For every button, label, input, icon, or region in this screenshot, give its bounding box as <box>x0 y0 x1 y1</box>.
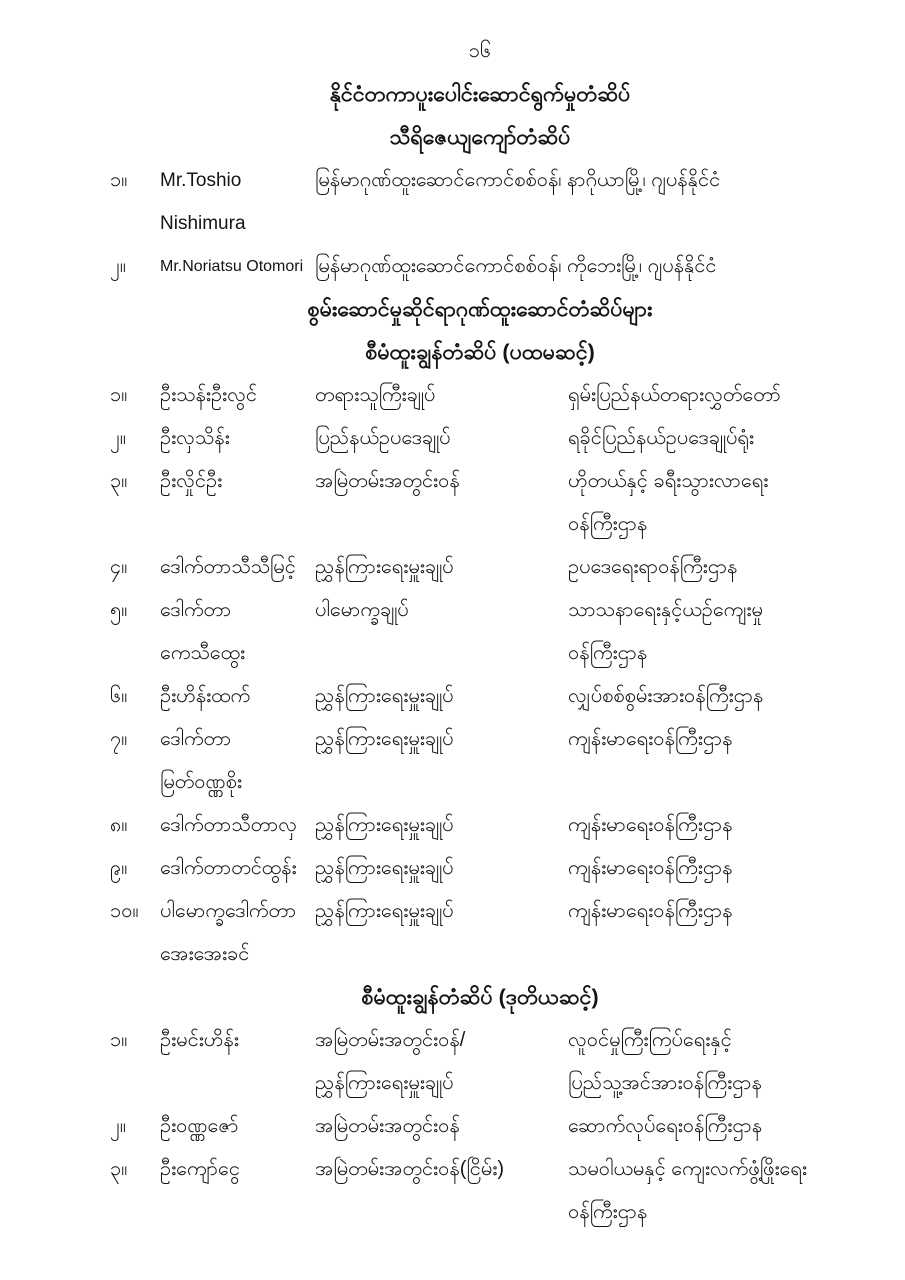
row-organization <box>568 847 850 890</box>
text-line: Nishimura <box>160 213 246 234</box>
text-line: ဒေါက်တာသီတာလှ <box>160 814 298 836</box>
text-line: အမြဲတမ်းအတွင်းဝန်/ <box>315 1029 466 1051</box>
text-line: ဦးလှိုင်ဦး <box>160 470 223 492</box>
row-name <box>160 1148 315 1234</box>
table-row <box>110 847 850 890</box>
text-line: ညွှန်ကြားရေးမှူးချုပ် <box>315 814 454 836</box>
text-line: ရှမ်းပြည်နယ်တရားလွှတ်တော် <box>568 384 781 406</box>
text-line: ညွှန်ကြားရေးမှူးချုပ် <box>315 900 454 922</box>
text-line: ဝန်ကြီးဌာန <box>568 642 648 664</box>
row-description <box>315 245 850 288</box>
row-number: ၃။ <box>110 1158 128 1180</box>
row-name <box>160 159 315 245</box>
row-number: ၇။ <box>110 728 128 750</box>
text-line: ဟိုတယ်နှင့် ခရီးသွားလာရေး <box>568 470 769 492</box>
text-line: Mr.Noriatsu Otomori <box>160 258 304 275</box>
row-position <box>315 589 568 675</box>
section-heading: စီမံထူးချွန်တံဆိပ် (ပထမဆင့်) <box>365 340 595 364</box>
row-organization <box>568 1148 850 1234</box>
table-row <box>110 1019 850 1105</box>
document-body <box>110 30 850 1234</box>
table-row <box>110 1148 850 1234</box>
table-row <box>110 1105 850 1148</box>
row-organization <box>568 718 850 804</box>
row-number: ၅။ <box>110 599 128 621</box>
text-line: တရားသူကြီးချုပ် <box>315 384 436 406</box>
text-line: ဒေါက်တာ <box>160 728 232 750</box>
text-line: ပြည်နယ်ဥပဒေချုပ် <box>315 427 451 449</box>
table-row <box>110 804 850 847</box>
text-line: ဦးလှသိန်း <box>160 427 230 449</box>
section-heading: စီမံထူးချွန်တံဆိပ် (ဒုတိယဆင့်) <box>361 985 599 1009</box>
row-number: ၂။ <box>110 255 126 277</box>
row-number: ၈။ <box>110 814 128 836</box>
text-line: ဒေါက်တာတင်ထွန်း <box>160 857 297 879</box>
table-row <box>110 417 850 460</box>
row-position <box>315 1019 568 1105</box>
text-line: မြန်မာဂုဏ်ထူးဆောင်ကောင်စစ်ဝန်၊ နာဂိုယာမြို့၊ ဂျပန်နိုင်ငံ <box>315 169 721 191</box>
row-organization <box>568 890 850 976</box>
row-number: ၂။ <box>110 427 126 449</box>
row-name <box>160 589 315 675</box>
row-number: ၂။ <box>110 1115 126 1137</box>
row-position <box>315 847 568 890</box>
text-line: ညွှန်ကြားရေးမှူးချုပ် <box>315 857 454 879</box>
text-line: လျှပ်စစ်စွမ်းအားဝန်ကြီးဌာန <box>568 685 764 707</box>
text-line: ညွှန်ကြားရေးမှူးချုပ် <box>315 728 454 750</box>
table-row <box>110 546 850 589</box>
table-row <box>110 374 850 417</box>
text-line: ဦးကျော်ငွေ <box>160 1158 240 1180</box>
row-number: ၁။ <box>110 384 128 406</box>
text-line: Mr.Toshio <box>160 170 242 191</box>
text-line: ညွှန်ကြားရေးမှူးချုပ် <box>315 685 454 707</box>
row-name <box>160 245 315 288</box>
row-name <box>160 718 315 804</box>
text-line: အမြဲတမ်းအတွင်းဝန်(ငြိမ်း) <box>315 1158 504 1180</box>
row-position <box>315 718 568 804</box>
row-number: ၃။ <box>110 470 128 492</box>
text-line: ကျန်းမာရေးဝန်ကြီးဌာန <box>568 857 733 879</box>
row-name <box>160 890 315 976</box>
text-line: အမြဲတမ်းအတွင်းဝန် <box>315 470 460 492</box>
row-name <box>160 804 315 847</box>
row-position <box>315 546 568 589</box>
row-name <box>160 675 315 718</box>
table-row <box>110 159 850 245</box>
row-number: ၁။ <box>110 169 128 191</box>
row-number: ၁၀။ <box>110 900 139 922</box>
text-line: ညွှန်ကြားရေးမှူးချုပ် <box>315 556 454 578</box>
row-name <box>160 1019 315 1105</box>
row-organization <box>568 589 850 675</box>
text-line: ကျန်းမာရေးဝန်ကြီးဌာန <box>568 900 733 922</box>
row-position <box>315 890 568 976</box>
text-line: ပါမောက္ခချုပ် <box>315 599 409 621</box>
row-organization <box>568 675 850 718</box>
text-line: ဝန်ကြီးဌာန <box>568 513 648 535</box>
row-organization <box>568 1105 850 1148</box>
row-position <box>315 1148 568 1234</box>
row-organization <box>568 460 850 546</box>
page-number: ၁၆ <box>468 40 492 62</box>
text-line: ဒေါက်တာ <box>160 599 232 621</box>
row-name <box>160 546 315 589</box>
row-number: ၁။ <box>110 1029 128 1051</box>
row-number: ၆။ <box>110 685 128 707</box>
row-name <box>160 460 315 546</box>
text-line: ဦးသန်းဦးလွင် <box>160 384 257 406</box>
text-line: ဦးဟိန်းထက် <box>160 685 251 707</box>
text-line: သမဝါယမနှင့် ကျေးလက်ဖွံ့ဖြိုးရေး <box>568 1158 807 1180</box>
text-line: မြန်မာဂုဏ်ထူးဆောင်ကောင်စစ်ဝန်၊ ကိုဘေးမြို့၊ ဂျပန်နိုင်ငံ <box>315 255 717 277</box>
text-line: ညွှန်ကြားရေးမှူးချုပ် <box>315 1072 454 1094</box>
row-number: ၉။ <box>110 857 128 879</box>
section-heading: သီရိဇေယျကျော်တံဆိပ် <box>389 125 571 149</box>
table-row <box>110 460 850 546</box>
text-line: လူဝင်မှုကြီးကြပ်ရေးနှင့် <box>568 1029 732 1051</box>
text-line: ဒေါက်တာသီသီမြင့် <box>160 556 296 578</box>
text-line: ကျန်းမာရေးဝန်ကြီးဌာန <box>568 814 733 836</box>
table-row <box>110 890 850 976</box>
text-line: အမြဲတမ်းအတွင်းဝန် <box>315 1115 460 1137</box>
text-line: ပါမောက္ခဒေါက်တာ <box>160 900 297 922</box>
text-line: သာသနာရေးနှင့်ယဉ်ကျေးမှု <box>568 599 763 621</box>
table-row <box>110 245 850 288</box>
row-organization <box>568 1019 850 1105</box>
row-number: ၄။ <box>110 556 128 578</box>
row-organization <box>568 546 850 589</box>
text-line: ဥပဒေရေးရာဝန်ကြီးဌာန <box>568 556 738 578</box>
text-line: ကေသီထွေး <box>160 642 246 664</box>
row-position <box>315 374 568 417</box>
row-organization <box>568 417 850 460</box>
text-line: ဦးမင်းဟိန်း <box>160 1029 239 1051</box>
text-line: ဆောက်လုပ်ရေးဝန်ကြီးဌာန <box>568 1115 763 1137</box>
text-line: အေးအေးခင် <box>160 943 250 965</box>
row-position <box>315 460 568 546</box>
table-row <box>110 589 850 675</box>
table-row <box>110 718 850 804</box>
row-name <box>160 374 315 417</box>
row-organization <box>568 374 850 417</box>
text-line: ပြည်သူ့အင်အားဝန်ကြီးဌာန <box>568 1072 762 1094</box>
text-line: ရခိုင်ပြည်နယ်ဥပဒေချုပ်ရုံး <box>568 427 754 449</box>
row-position <box>315 417 568 460</box>
row-name <box>160 1105 315 1148</box>
row-name <box>160 417 315 460</box>
row-position <box>315 1105 568 1148</box>
table-row <box>110 675 850 718</box>
row-position <box>315 675 568 718</box>
section-heading: စွမ်းဆောင်မှုဆိုင်ရာဂုဏ်ထူးဆောင်တံဆိပ်များ <box>307 297 653 321</box>
text-line: ကျန်းမာရေးဝန်ကြီးဌာန <box>568 728 733 750</box>
text-line: ဝန်ကြီးဌာန <box>568 1201 648 1223</box>
row-position <box>315 804 568 847</box>
row-name <box>160 847 315 890</box>
row-description <box>315 159 850 245</box>
text-line: ဦးဝဏ္ဏဇော် <box>160 1115 239 1137</box>
section-heading: နိုင်ငံတကာပူးပေါင်းဆောင်ရွက်မှုတံဆိပ် <box>329 82 631 106</box>
row-organization <box>568 804 850 847</box>
text-line: မြတ်ဝဏ္ဏစိုး <box>160 771 242 793</box>
